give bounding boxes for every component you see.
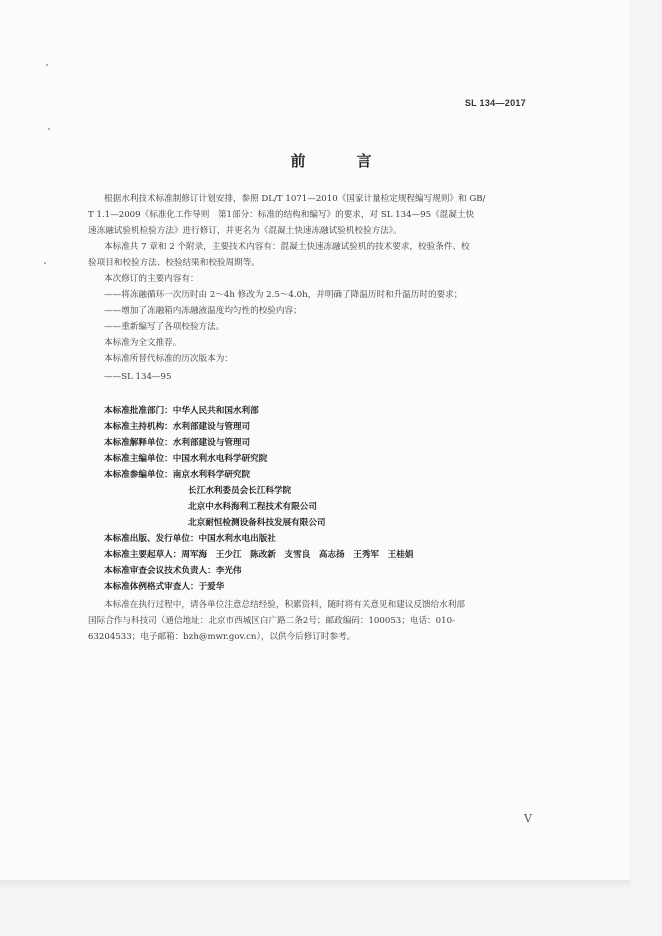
- org-line: 本标准主持机构：水利部建设与管理司: [104, 422, 251, 432]
- page-number: V: [524, 812, 532, 825]
- scan-speck: [46, 64, 48, 66]
- notice-line: 本标准在执行过程中，请各单位注意总结经验，积累资料，随时将有关意见和建议反馈给水利部: [104, 600, 465, 610]
- body-line: 本次修订的主要内容有：: [104, 274, 199, 284]
- org-line: 北京耐恒检测设备科技发展有限公司: [188, 518, 326, 528]
- scan-speck: [48, 128, 50, 130]
- body-line: T 1.1—2009《标准化工作导则 第1部分：标准的结构和编写》的要求，对 SL 134—95《混凝土快: [88, 210, 475, 220]
- notice-line: 63204533；电子邮箱：bzh@mwr.gov.cn），以供今后修订时参考。: [88, 632, 356, 642]
- org-line: 本标准审查会议技术负责人：李光伟: [104, 566, 242, 576]
- body-line: ——将冻融循环一次历时由 2～4h 修改为 2.5～4.0h，并明确了降温历时和升温历时的要求；: [104, 290, 463, 300]
- standard-number: SL 134—2017: [464, 98, 526, 108]
- page-title: 前 言: [290, 152, 390, 170]
- body-line: 本标准共 7 章和 2 个附录，主要技术内容有：混凝土快速冻融试验机的技术要求，校验条件、校: [104, 242, 470, 252]
- org-line: 北京中水科海利工程技术有限公司: [188, 502, 317, 512]
- body-line: 根据水利技术标准制修订计划安排，参照 DL/T 1071—2010《国家计量检定规程编写规则》和 GB/: [104, 194, 486, 204]
- notice-line: 国际合作与科技司（通信地址：北京市西城区白广路二条2号；邮政编码：100053；电话：010-: [88, 616, 455, 626]
- org-line: 本标准参编单位：南京水利科学研究院: [104, 470, 251, 480]
- body-line: 本标准为全文推荐。: [104, 338, 182, 348]
- org-line: 本标准体例格式审查人：于爱华: [104, 582, 225, 592]
- page-edge-shadow: [0, 880, 630, 888]
- body-line: ——重新编写了各项校验方法。: [104, 322, 225, 332]
- body-line: ——SL 134—95: [104, 372, 172, 382]
- scan-speck: [44, 262, 46, 264]
- org-line: 本标准主编单位：中国水利水电科学研究院: [104, 454, 268, 464]
- org-line: 本标准解释单位：水利部建设与管理司: [104, 438, 251, 448]
- body-line: ——增加了冻融箱内冻融液温度均匀性的校验内容；: [104, 306, 302, 316]
- org-line: 本标准主要起草人：周军海 王少江 陈改新 支雪良 高志扬 王秀军 王桂娟: [104, 550, 414, 560]
- org-line: 长江水利委员会长江科学院: [188, 486, 292, 496]
- body-line: 本标准所替代标准的历次版本为：: [104, 354, 233, 364]
- org-line: 本标准出版、发行单位：中国水利水电出版社: [104, 534, 276, 544]
- body-line: 验项目和校验方法、校验结果和校验周期等。: [88, 258, 260, 268]
- org-line: 本标准批准部门：中华人民共和国水利部: [104, 406, 259, 416]
- body-line: 速冻融试验机检验方法》进行修订，并更名为《混凝土快速冻融试验机校验方法》。: [88, 226, 402, 236]
